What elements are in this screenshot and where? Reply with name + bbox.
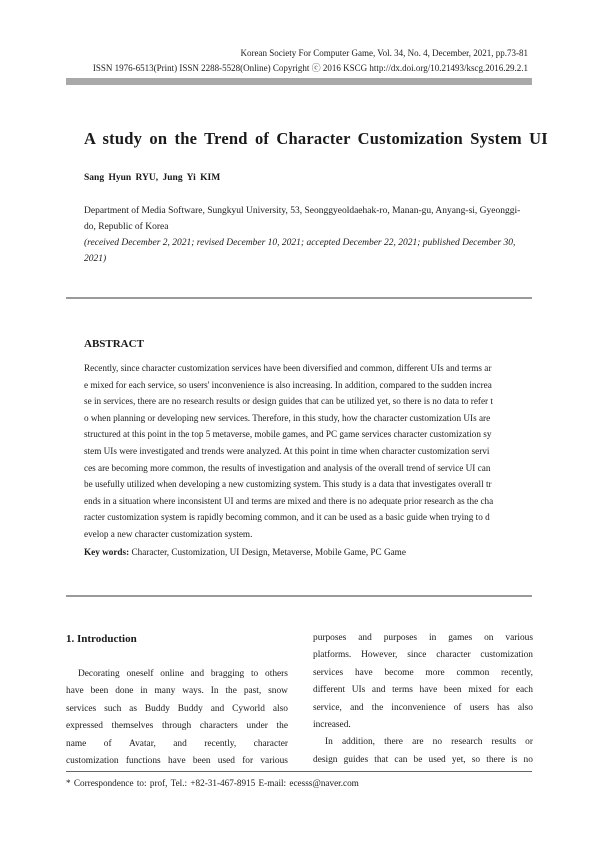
word: character	[436, 650, 471, 661]
abstract-body	[84, 360, 493, 543]
word: various	[505, 633, 533, 643]
word: common	[456, 667, 490, 678]
word: or	[525, 737, 533, 748]
word: have	[419, 685, 438, 696]
footnote-rule	[66, 771, 532, 772]
word: have	[167, 755, 186, 766]
word: since	[407, 650, 427, 661]
word: no	[523, 754, 533, 765]
word: and	[210, 703, 225, 714]
word: platforms.	[313, 650, 352, 661]
word: also	[272, 703, 288, 714]
text-line	[66, 683, 288, 700]
word: through	[161, 721, 192, 732]
word: snow	[268, 686, 288, 697]
word: the	[371, 702, 384, 713]
journal-header	[93, 46, 528, 76]
word: bragging	[210, 669, 245, 679]
abstract-line: ces are becoming more common, the results of investigation and analysis of the overall trend of service UI can	[84, 462, 491, 473]
section-heading-introduction: 1. Introduction	[66, 633, 137, 645]
abstract-line: racter customization system is rapidly becoming common, and it can be used as a basic guide when trying to d	[84, 512, 490, 523]
word: there	[486, 754, 505, 765]
word: so	[471, 754, 481, 765]
word: name	[66, 738, 87, 749]
word: customization	[66, 755, 119, 766]
word: on	[484, 633, 494, 643]
word: recently,	[204, 738, 237, 749]
word: of	[453, 702, 462, 713]
divider	[66, 595, 532, 597]
word: design	[313, 754, 338, 765]
abstract-line: evelop a new character customization system.	[84, 528, 253, 539]
word: purposes	[313, 633, 347, 643]
word: addition,	[341, 737, 376, 748]
word: character	[253, 738, 288, 749]
text-line	[66, 753, 288, 770]
intro-left-column	[66, 666, 288, 770]
word: In	[210, 686, 219, 697]
word: has	[497, 702, 510, 713]
word: customization	[480, 650, 533, 661]
text-line	[313, 700, 533, 717]
text-line	[313, 752, 533, 769]
word: various	[260, 755, 288, 766]
text-line	[313, 717, 533, 734]
word: there	[384, 737, 403, 748]
word: been	[443, 685, 462, 696]
paper-authors: Sang Hyun RYU, Jung Yi KIM	[84, 173, 221, 183]
word: the	[276, 721, 288, 732]
word: for	[498, 685, 510, 696]
word: have	[354, 667, 373, 678]
paper-title: A study on the Trend of Character Customization System UI	[84, 129, 548, 148]
abstract-line: e mixed for each service, so users' inconvenience is also increasing. In addition, compared to the sudden increa	[84, 379, 492, 390]
word: many	[154, 686, 176, 697]
abstract-heading: ABSTRACT	[84, 338, 144, 350]
text-line	[66, 736, 288, 753]
abstract-line: stem UIs were investigated and trends were analyzed. At this point in time when character customization servi	[84, 445, 490, 456]
word: results	[491, 737, 517, 748]
word: and	[173, 738, 187, 749]
word: service,	[313, 702, 342, 713]
header-bar	[66, 78, 532, 85]
word: used	[217, 755, 235, 766]
word: characters	[199, 721, 238, 732]
word: users	[469, 702, 489, 713]
word: Decorating	[78, 669, 120, 679]
word: and	[371, 685, 386, 696]
word: be	[413, 754, 423, 765]
word: become	[384, 667, 414, 678]
keywords	[84, 547, 406, 557]
word: have	[66, 686, 84, 697]
word: Buddy	[144, 703, 170, 714]
word: and	[358, 633, 372, 643]
word: more	[425, 667, 445, 678]
word: no	[432, 737, 443, 748]
word: functions	[125, 755, 161, 766]
abstract-line: se in services, there are no research results or design guides that can be utilized yet, so there is no data to refer t	[84, 396, 493, 407]
word: to	[250, 669, 259, 679]
word: different	[313, 685, 346, 696]
keywords-label: Key words:	[84, 547, 130, 557]
text-line	[66, 701, 288, 718]
word: ways.	[182, 686, 204, 697]
word: each	[515, 685, 533, 696]
word: Avatar,	[129, 738, 156, 749]
text-line	[66, 718, 288, 735]
word: services	[313, 667, 344, 678]
text-line	[313, 734, 533, 751]
text-line	[313, 630, 533, 647]
word: games	[448, 633, 473, 643]
word: research	[451, 737, 483, 748]
author-affiliation: Department of Media Software, Sungkyul University, 53, Seonggyeoldaehak-ro, Manan-gu, Anyang-si, Gyeonggi-do, Republic of Korea	[84, 206, 521, 232]
journal-citation: Korean Society For Computer Game, Vol. 34, No. 4, December, 2021, pp.73-81	[240, 48, 528, 58]
word: are	[412, 737, 424, 748]
word: been	[90, 686, 109, 697]
word: been	[192, 755, 211, 766]
word: in	[429, 633, 437, 643]
word: In	[325, 737, 333, 748]
word: However,	[361, 650, 398, 661]
abstract-line: Recently, since character customization services have been diversified and common, different UIs and terms ar	[84, 363, 492, 373]
word: under	[246, 721, 268, 732]
word: done	[115, 686, 134, 697]
word: services	[66, 703, 97, 714]
abstract-line: o when planning or developing new services. Therefore, in this study, how the character customization UIs are	[84, 412, 491, 423]
word: also	[517, 702, 533, 713]
word: recently,	[501, 667, 533, 678]
word: online	[160, 669, 184, 679]
word: increased.	[313, 719, 351, 730]
word: can	[394, 754, 408, 765]
word: and	[190, 669, 205, 679]
word: of	[103, 738, 112, 749]
word: expressed	[66, 721, 103, 732]
word: inconvenience	[391, 702, 446, 713]
text-line	[313, 665, 533, 682]
word: for	[242, 755, 254, 766]
text-line	[313, 682, 533, 699]
submission-dates: (received December 2, 2021; revised December 10, 2021; accepted December 22, 2021; published December 30, 2021)	[84, 238, 516, 264]
word: as	[129, 703, 137, 714]
abstract-line: be usefully utilized when developing a new customizing system. This study is a data that investigates overall tr	[84, 479, 492, 490]
word: themselves	[111, 721, 154, 732]
text-line	[66, 666, 288, 683]
word: mixed	[468, 685, 492, 696]
abstract-line: structured at this point in the top 5 metaverse, mobile games, and PC game services character customization sy	[84, 429, 492, 440]
word: others	[265, 669, 288, 679]
word: guides	[343, 754, 369, 765]
word: is	[511, 754, 518, 765]
word: past,	[243, 686, 262, 697]
keywords-text: Character, Customization, UI Design, Metaverse, Mobile Game, PC Game	[131, 547, 406, 557]
word: used	[428, 754, 446, 765]
word: purposes	[383, 633, 418, 643]
word: the	[225, 686, 237, 697]
word: and	[350, 702, 364, 713]
divider	[66, 297, 532, 299]
word: such	[104, 703, 122, 714]
journal-issn-doi: ISSN 1976-6513(Print) ISSN 2288-5528(Online) Copyright ⓒ 2016 KSCG http://dx.doi.org/10.21493/kscg.2016.29.2.1	[92, 63, 528, 73]
word: in	[140, 686, 148, 697]
correspondence-footnote: * Correspondence to: prof, Tel.: +82-31-467-8915 E-mail: ecesss@naver.com	[66, 778, 359, 788]
intro-right-column	[313, 630, 533, 769]
word: that	[374, 754, 389, 765]
word: UIs	[351, 685, 366, 696]
word: yet,	[451, 754, 466, 765]
word: Cyworld	[232, 703, 265, 714]
word: terms	[392, 685, 413, 696]
text-line	[313, 647, 533, 664]
abstract-line: ends in a situation where inconsistent UI and terms are mixed and there is no adequate prior research as the cha	[84, 495, 494, 506]
word: oneself	[126, 669, 154, 679]
word: Buddy	[177, 703, 203, 714]
